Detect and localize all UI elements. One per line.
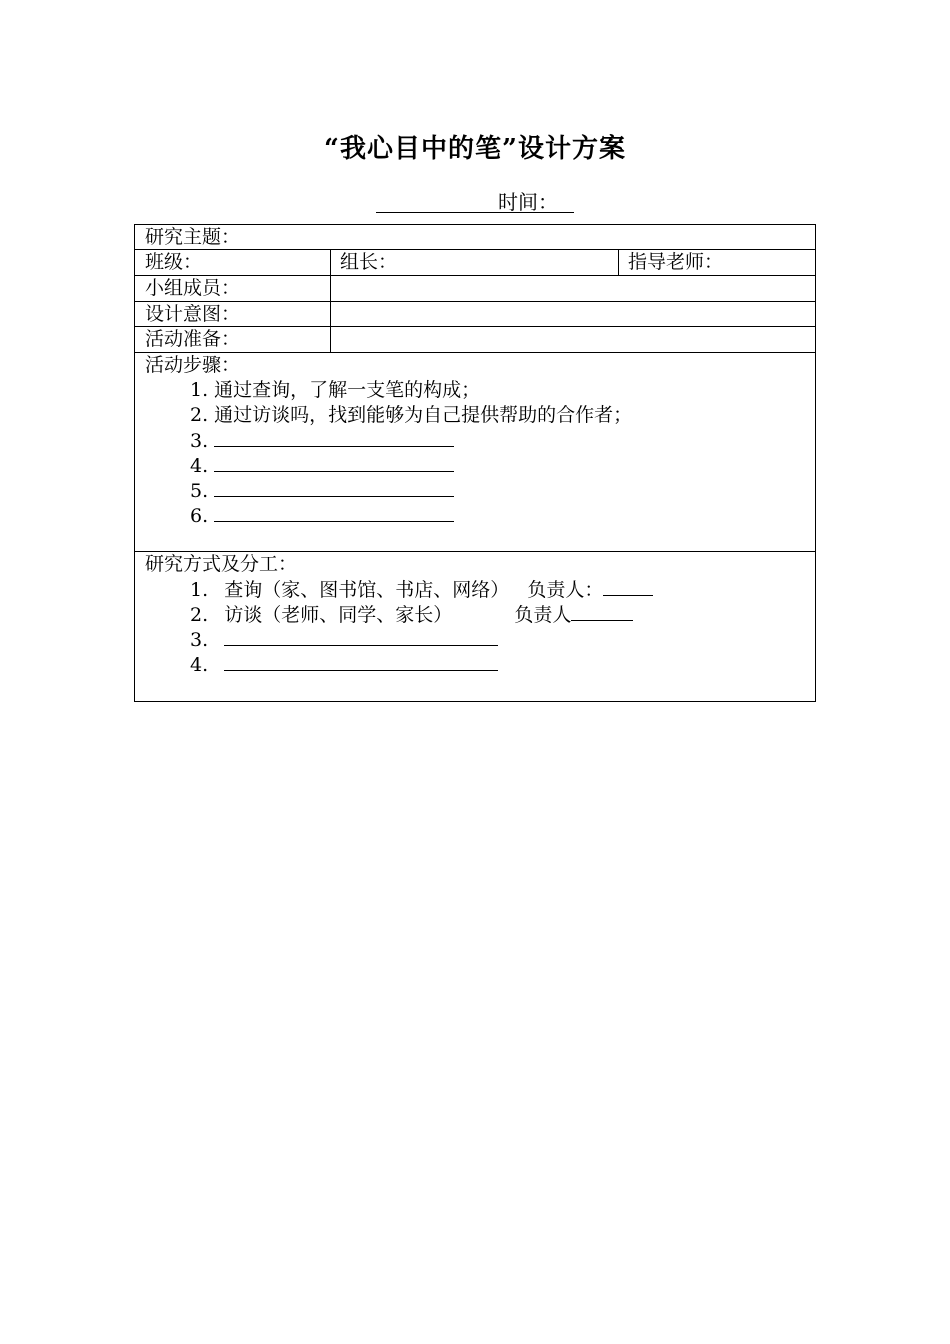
methods-block — [145, 552, 653, 677]
members-label: 小组成员： — [145, 277, 241, 299]
method-item — [145, 577, 653, 602]
class-label[interactable]: 班级： — [145, 251, 203, 273]
design-plan-form — [134, 224, 816, 702]
step-item — [145, 403, 632, 428]
steps-block — [145, 353, 632, 528]
method-text: 访谈（老师、同学、家长） — [224, 604, 453, 626]
teacher-label[interactable]: 指导老师： — [628, 251, 724, 273]
row-methods — [135, 552, 815, 702]
step-blank[interactable] — [214, 428, 454, 447]
step-number: 6. — [190, 505, 209, 527]
responsible-label: 负责人： — [527, 579, 604, 601]
row-topic — [135, 225, 815, 250]
method-blank[interactable] — [224, 627, 498, 646]
time-field[interactable] — [376, 186, 574, 213]
row-prep — [135, 327, 815, 353]
method-blank[interactable] — [224, 652, 498, 671]
intent-field[interactable] — [330, 302, 815, 326]
step-item — [145, 503, 632, 528]
document-title: “我心目中的笔”设计方案 — [324, 134, 626, 164]
responsible-blank[interactable] — [603, 577, 653, 596]
step-blank[interactable] — [214, 478, 454, 497]
method-text: 查询（家、图书馆、书店、网络） — [224, 579, 510, 601]
row-members — [135, 276, 815, 302]
responsible-label: 负责人 — [514, 604, 572, 626]
intent-label: 设计意图： — [145, 303, 241, 325]
method-item — [145, 602, 653, 627]
step-item — [145, 378, 632, 403]
time-label: 时间： — [498, 190, 558, 214]
step-item — [145, 478, 632, 503]
step-number: 3. — [190, 430, 209, 452]
members-field[interactable] — [330, 276, 815, 301]
step-number: 5. — [190, 480, 209, 502]
step-blank[interactable] — [214, 503, 454, 522]
method-number: 4. — [190, 654, 209, 676]
responsible-blank[interactable] — [571, 602, 633, 621]
prep-field[interactable] — [330, 327, 815, 352]
method-item — [145, 652, 653, 677]
method-item — [145, 627, 653, 652]
method-number: 1. — [190, 579, 209, 601]
step-item — [145, 428, 632, 453]
step-text: 2. 通过访谈吗，找到能够为自己提供帮助的合作者； — [190, 404, 633, 426]
methods-heading: 研究方式及分工： — [145, 553, 298, 575]
step-number: 4. — [190, 455, 209, 477]
step-blank[interactable] — [214, 453, 454, 472]
method-number: 2. — [190, 604, 209, 626]
row-class — [135, 250, 815, 276]
steps-heading: 活动步骤： — [145, 354, 241, 376]
leader-label[interactable]: 组长： — [340, 251, 398, 273]
row-intent — [135, 302, 815, 327]
step-text: 1. 通过查询，了解一支笔的构成； — [190, 379, 481, 401]
topic-label: 研究主题： — [145, 226, 241, 248]
prep-label: 活动准备： — [145, 328, 241, 350]
row-steps — [135, 353, 815, 552]
step-item — [145, 453, 632, 478]
method-number: 3. — [190, 629, 209, 651]
